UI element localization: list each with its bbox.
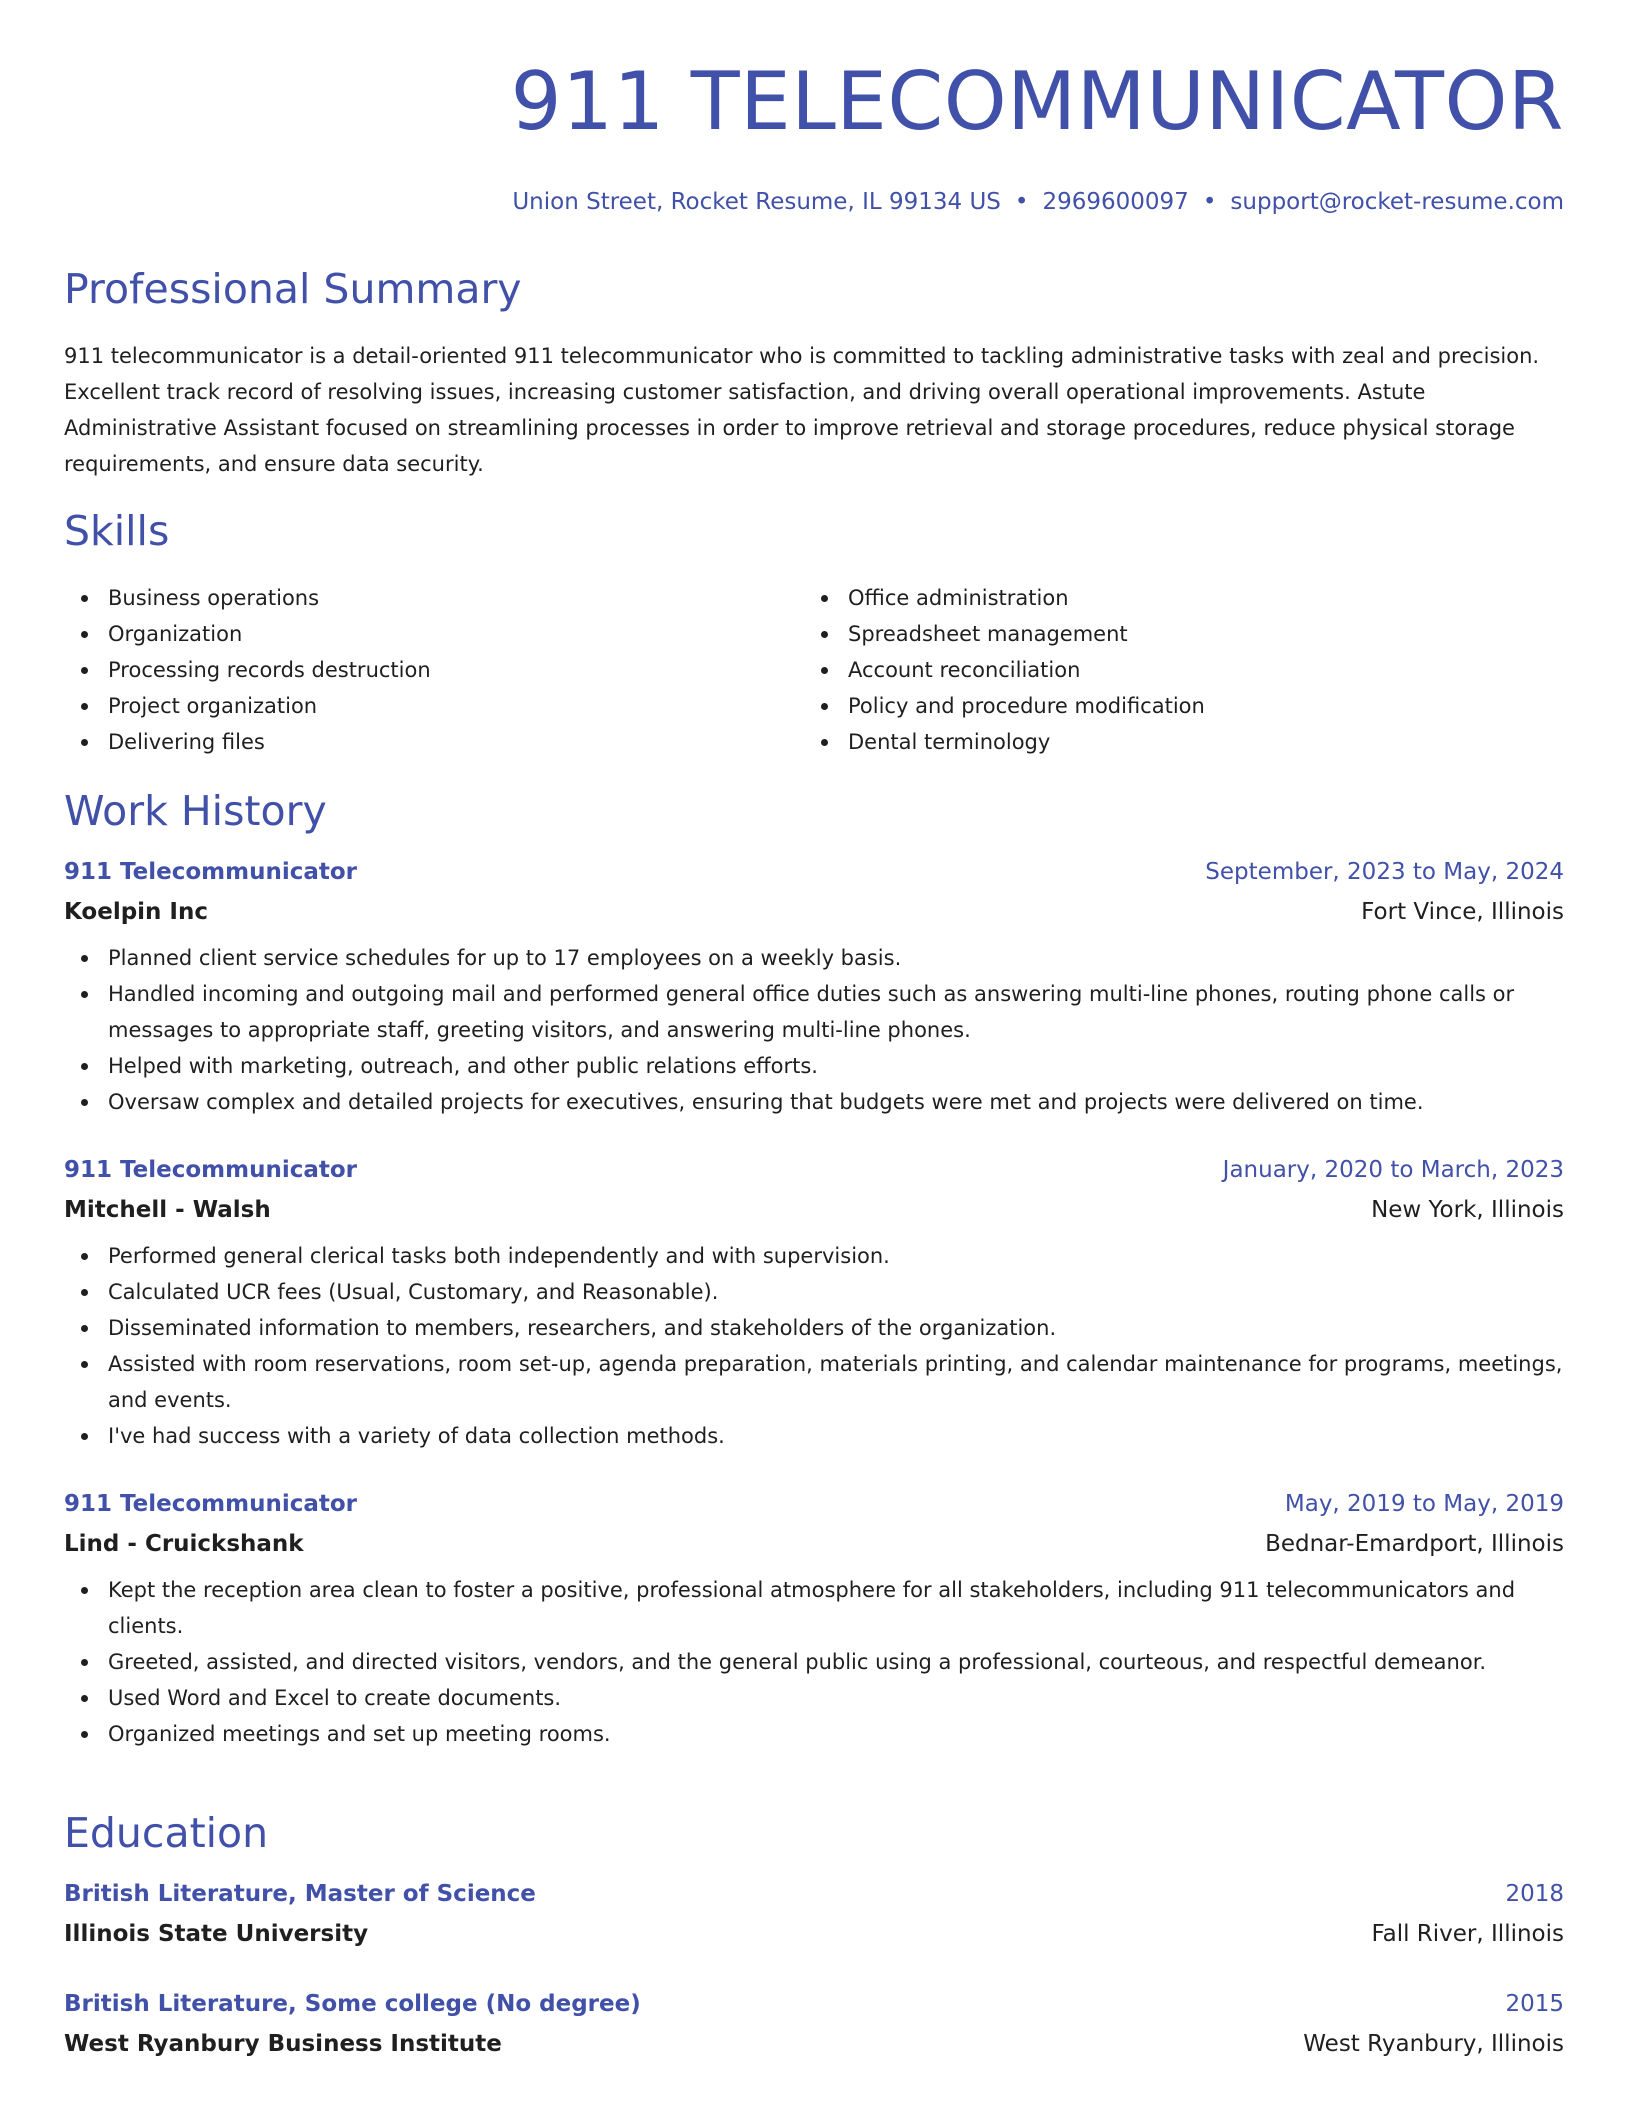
job-location: Fort Vince, Illinois (1361, 899, 1564, 925)
job-entry (64, 852, 1564, 1120)
job-bullet: Helped with marketing, outreach, and other public relations efforts. (64, 1048, 1564, 1084)
job-bullet: Oversaw complex and detailed projects for executives, ensuring that budgets were met and projects were delivered on time. (64, 1084, 1564, 1120)
education-degree-row (64, 1984, 1564, 2024)
separator-dot: • (1202, 189, 1217, 215)
education-degree: British Literature, Master of Science (64, 1881, 536, 1907)
job-company: Lind - Cruickshank (64, 1531, 304, 1557)
education-degree: British Literature, Some college (No degree) (64, 1991, 641, 2017)
job-bullet: Performed general clerical tasks both independently and with supervision. (64, 1238, 1564, 1274)
skill-item: Office administration (804, 580, 1544, 616)
education-school-row (64, 1914, 1564, 1954)
section-title: Education (64, 1809, 269, 1857)
work-history-section (64, 786, 1564, 1752)
education-school: Illinois State University (64, 1921, 369, 1947)
job-title: 911 Telecommunicator (64, 1491, 358, 1517)
education-location: West Ryanbury, Illinois (1303, 2031, 1564, 2057)
section-title: Skills (64, 507, 170, 555)
job-bullets (64, 1238, 1564, 1454)
job-entry (64, 1484, 1564, 1752)
skills-section (64, 506, 1564, 760)
job-company-row (64, 1524, 1564, 1564)
job-bullet: Handled incoming and outgoing mail and performed general office duties such as answering multi-line phones, routing phone calls or messages to appropriate staff, greeting visitors, and answering multi-line phones. (64, 976, 1564, 1048)
job-header-row (64, 852, 1564, 892)
job-header-row (64, 1484, 1564, 1524)
education-degree-row (64, 1874, 1564, 1914)
phone-text: 2969600097 (1042, 189, 1189, 215)
job-company: Koelpin Inc (64, 899, 208, 925)
address-text: Union Street, Rocket Resume, IL 99134 US (512, 189, 1001, 215)
skills-columns (64, 580, 1564, 760)
education-school: West Ryanbury Business Institute (64, 2031, 502, 2057)
skill-item: Delivering files (64, 724, 804, 760)
skill-item: Project organization (64, 688, 804, 724)
job-title: 911 Telecommunicator (64, 1157, 358, 1183)
job-company-row (64, 1190, 1564, 1230)
email-link[interactable]: support@rocket-resume.com (1230, 189, 1564, 215)
job-bullet: Organized meetings and set up meeting rooms. (64, 1716, 1564, 1752)
job-bullets (64, 940, 1564, 1120)
job-company: Mitchell - Walsh (64, 1197, 271, 1223)
job-bullet: Greeted, assisted, and directed visitors, vendors, and the general public using a professional, courteous, and respectful demeanor. (64, 1644, 1564, 1680)
skill-item: Account reconciliation (804, 652, 1544, 688)
job-bullet: Kept the reception area clean to foster a positive, professional atmosphere for all stakeholders, including 911 telecommunicators and clients. (64, 1572, 1564, 1644)
job-entry (64, 1150, 1564, 1454)
section-title: Professional Summary (64, 265, 522, 313)
section-title: Work History (64, 787, 327, 835)
job-dates: May, 2019 to May, 2019 (1284, 1491, 1564, 1517)
candidate-name: 911 TELECOMMUNICATOR (510, 55, 1564, 148)
resume-page (64, 0, 1564, 2057)
resume-header (64, 0, 1564, 218)
summary-paragraph: 911 telecommunicator is a detail-oriented 911 telecommunicator who is committed to tackling administrative tasks with zeal and precision. Excellent track record of resolving issues, increasing customer satisfaction, and driving overall operational improvements. Astute Administrative Assistant focused on streamlining processes in order to improve retrieval and storage procedures, reduce physical storage requirements, and ensure data security. (64, 344, 1540, 476)
skill-item: Processing records destruction (64, 652, 804, 688)
education-year: 2018 (1505, 1881, 1564, 1907)
skills-left-column (64, 580, 804, 760)
education-location: Fall River, Illinois (1371, 1921, 1564, 1947)
job-bullet: Calculated UCR fees (Usual, Customary, and Reasonable). (64, 1274, 1564, 1310)
skill-item: Spreadsheet management (804, 616, 1544, 652)
skill-item: Organization (64, 616, 804, 652)
separator-dot: • (1014, 189, 1029, 215)
job-title: 911 Telecommunicator (64, 859, 358, 885)
job-header-row (64, 1150, 1564, 1190)
job-bullet: Used Word and Excel to create documents. (64, 1680, 1564, 1716)
job-location: New York, Illinois (1371, 1197, 1564, 1223)
education-entry (64, 1874, 1564, 1954)
job-bullet: Planned client service schedules for up to 17 employees on a weekly basis. (64, 940, 1564, 976)
skill-item: Policy and procedure modification (804, 688, 1544, 724)
job-dates: January, 2020 to March, 2023 (1222, 1157, 1564, 1183)
skills-right-column (804, 580, 1544, 760)
skill-item: Dental terminology (804, 724, 1544, 760)
job-company-row (64, 892, 1564, 932)
skill-item: Business operations (64, 580, 804, 616)
professional-summary-section (64, 264, 1564, 482)
education-year: 2015 (1505, 1991, 1564, 2017)
job-bullet: Disseminated information to members, researchers, and stakeholders of the organization. (64, 1310, 1564, 1346)
job-dates: September, 2023 to May, 2024 (1205, 859, 1564, 885)
job-location: Bednar-Emardport, Illinois (1265, 1531, 1564, 1557)
education-entry (64, 1984, 1564, 2064)
job-bullets (64, 1572, 1564, 1752)
job-bullet: I've had success with a variety of data collection methods. (64, 1418, 1564, 1454)
education-section (64, 1808, 1564, 2064)
job-bullet: Assisted with room reservations, room set-up, agenda preparation, materials printing, and calendar maintenance for programs, meetings, and events. (64, 1346, 1564, 1418)
contact-line (64, 186, 1564, 218)
education-school-row (64, 2024, 1564, 2064)
